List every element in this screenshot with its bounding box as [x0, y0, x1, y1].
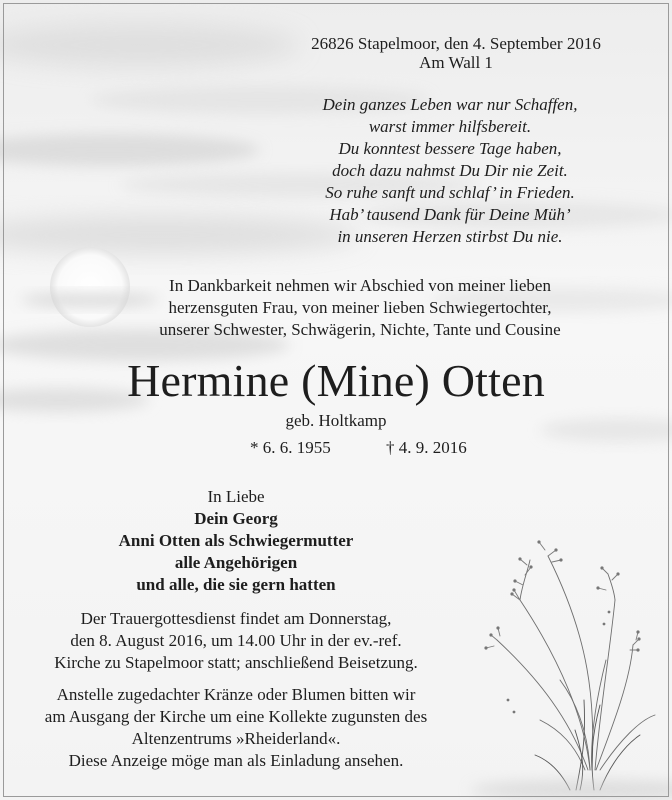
- donation-line: Anstelle zugedachter Kränze oder Blumen bitten wir: [56, 685, 416, 704]
- poem-line: Dein ganzes Leben war nur Schaffen,: [322, 95, 578, 114]
- death-date: † 4. 9. 2016: [386, 438, 467, 457]
- mourner-name: alle Angehörigen: [174, 553, 298, 572]
- poem-line: doch dazu nahmst Du Dir nie Zeit.: [332, 161, 568, 180]
- place-date: 26826 Stapelmoor, den 4. September 2016: [311, 34, 601, 53]
- birth-name: geb. Holtkamp: [285, 411, 387, 430]
- deceased-name: Hermine (Mine) Otten: [127, 355, 545, 406]
- closing-note: Diese Anzeige möge man als Einladung ansehen.: [68, 751, 404, 770]
- intro-line: In Dankbarkeit nehmen wir Abschied von meiner lieben: [169, 276, 551, 295]
- mourner-name: Anni Otten als Schwiegermutter: [118, 531, 354, 550]
- mourners-intro: In Liebe: [207, 487, 265, 506]
- birth-date: * 6. 6. 1955: [250, 438, 331, 457]
- donation-line: am Ausgang der Kirche um eine Kollekte zugunsten des: [44, 707, 428, 726]
- address: Am Wall 1: [419, 53, 493, 72]
- service-line: Kirche zu Stapelmoor statt; anschließend Beisetzung.: [54, 653, 418, 672]
- poem-line: in unseren Herzen stirbst Du nie.: [337, 227, 563, 246]
- poem-line: warst immer hilfsbereit.: [368, 117, 532, 136]
- intro-line: unserer Schwester, Schwägerin, Nichte, Tante und Cousine: [159, 320, 561, 339]
- service-line: den 8. August 2016, um 14.00 Uhr in der ev.-ref.: [70, 631, 402, 650]
- mourner-name: Dein Georg: [194, 509, 278, 528]
- intro-line: herzensguten Frau, von meiner lieben Schwiegertochter,: [168, 298, 552, 317]
- life-dates: [0, 437, 672, 459]
- mourner-name: und alle, die sie gern hatten: [136, 575, 336, 594]
- poem-line: So ruhe sanft und schlaf’ in Frieden.: [325, 183, 575, 202]
- poem-line: Du konntest bessere Tage haben,: [338, 139, 562, 158]
- poem-line: Hab’ tausend Dank für Deine Müh’: [329, 205, 571, 224]
- donation-line: Altenzentrums »Rheiderland«.: [131, 729, 341, 748]
- service-line: Der Trauergottesdienst findet am Donnerstag,: [80, 609, 392, 628]
